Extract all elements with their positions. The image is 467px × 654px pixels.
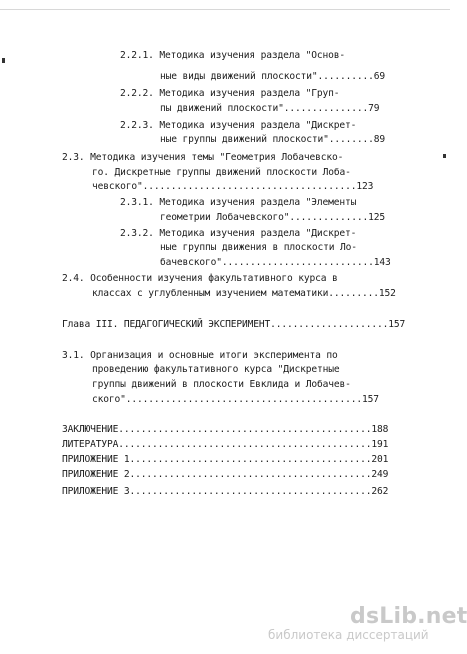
toc-entry-2-2-1-cont: ные виды движений плоскости"..........69 — [160, 71, 386, 82]
toc-entry-3-1: 3.1. Организация и основные итоги эксперимента по — [62, 350, 338, 361]
scan-mark-right — [443, 154, 446, 158]
toc-entry-2-2-2-cont: пы движений плоскости"...............79 — [160, 103, 380, 114]
toc-entry-2-2-2: 2.2.2. Методика изучения раздела "Груп- — [120, 88, 340, 99]
toc-literature: ЛИТЕРАТУРА.............................................191 — [62, 439, 389, 450]
toc-entry-2-3-cont2: чевского"......................................123 — [92, 181, 374, 192]
toc-entry-2-4: 2.4. Особенности изучения факультативного курса в — [62, 273, 338, 284]
toc-entry-2-3-cont1: го. Дискретные группы движений плоскости Лоба- — [92, 167, 351, 178]
toc-entry-2-4-cont: классах с углубленным изучением математики.........152 — [92, 288, 396, 299]
toc-entry-2-3-2-cont2: бачевского"...........................143 — [160, 257, 391, 268]
toc-entry-2-2-3: 2.2.3. Методика изучения раздела "Дискрет- — [120, 120, 357, 131]
toc-appendix-1: ПРИЛОЖЕНИЕ 1...........................................201 — [62, 454, 389, 465]
toc-entry-2-3-1-cont: геометрии Лобачевского"..............125 — [160, 212, 386, 223]
toc-chapter-3: Глава III. ПЕДАГОГИЧЕСКИЙ ЭКСПЕРИМЕНТ.....................157 — [62, 319, 406, 330]
toc-entry-2-2-3-cont: ные группы движений плоскости"........89 — [160, 134, 386, 145]
toc-entry-3-1-cont3: ского"..........................................157 — [92, 394, 379, 405]
toc-entry-2-3-2-cont1: ные группы движения в плоскости Ло- — [160, 242, 357, 253]
toc-entry-2-3-2: 2.3.2. Методика изучения раздела "Дискрет- — [120, 228, 357, 239]
toc-entry-2-2-1: 2.2.1. Методика изучения раздела "Основ- — [120, 50, 346, 61]
toc-entry-2-3: 2.3. Методика изучения темы "Геометрия Лобачевско- — [62, 152, 344, 163]
scan-mark-left — [2, 58, 5, 63]
toc-entry-3-1-cont1: проведению факультативного курса "Дискретные — [92, 364, 340, 375]
toc-appendix-2: ПРИЛОЖЕНИЕ 2...........................................249 — [62, 469, 389, 480]
toc-entry-2-3-1: 2.3.1. Методика изучения раздела "Элементы — [120, 197, 357, 208]
toc-appendix-3: ПРИЛОЖЕНИЕ 3...........................................262 — [62, 486, 389, 497]
toc-conclusion: ЗАКЛЮЧЕНИЕ.............................................188 — [62, 424, 389, 435]
top-divider — [0, 9, 450, 10]
watermark-subtitle: библиотека диссертаций — [268, 628, 429, 642]
toc-entry-3-1-cont2: группы движений в плоскости Евклида и Лобачев- — [92, 379, 351, 390]
watermark-logo: dsLib.net — [350, 604, 467, 629]
